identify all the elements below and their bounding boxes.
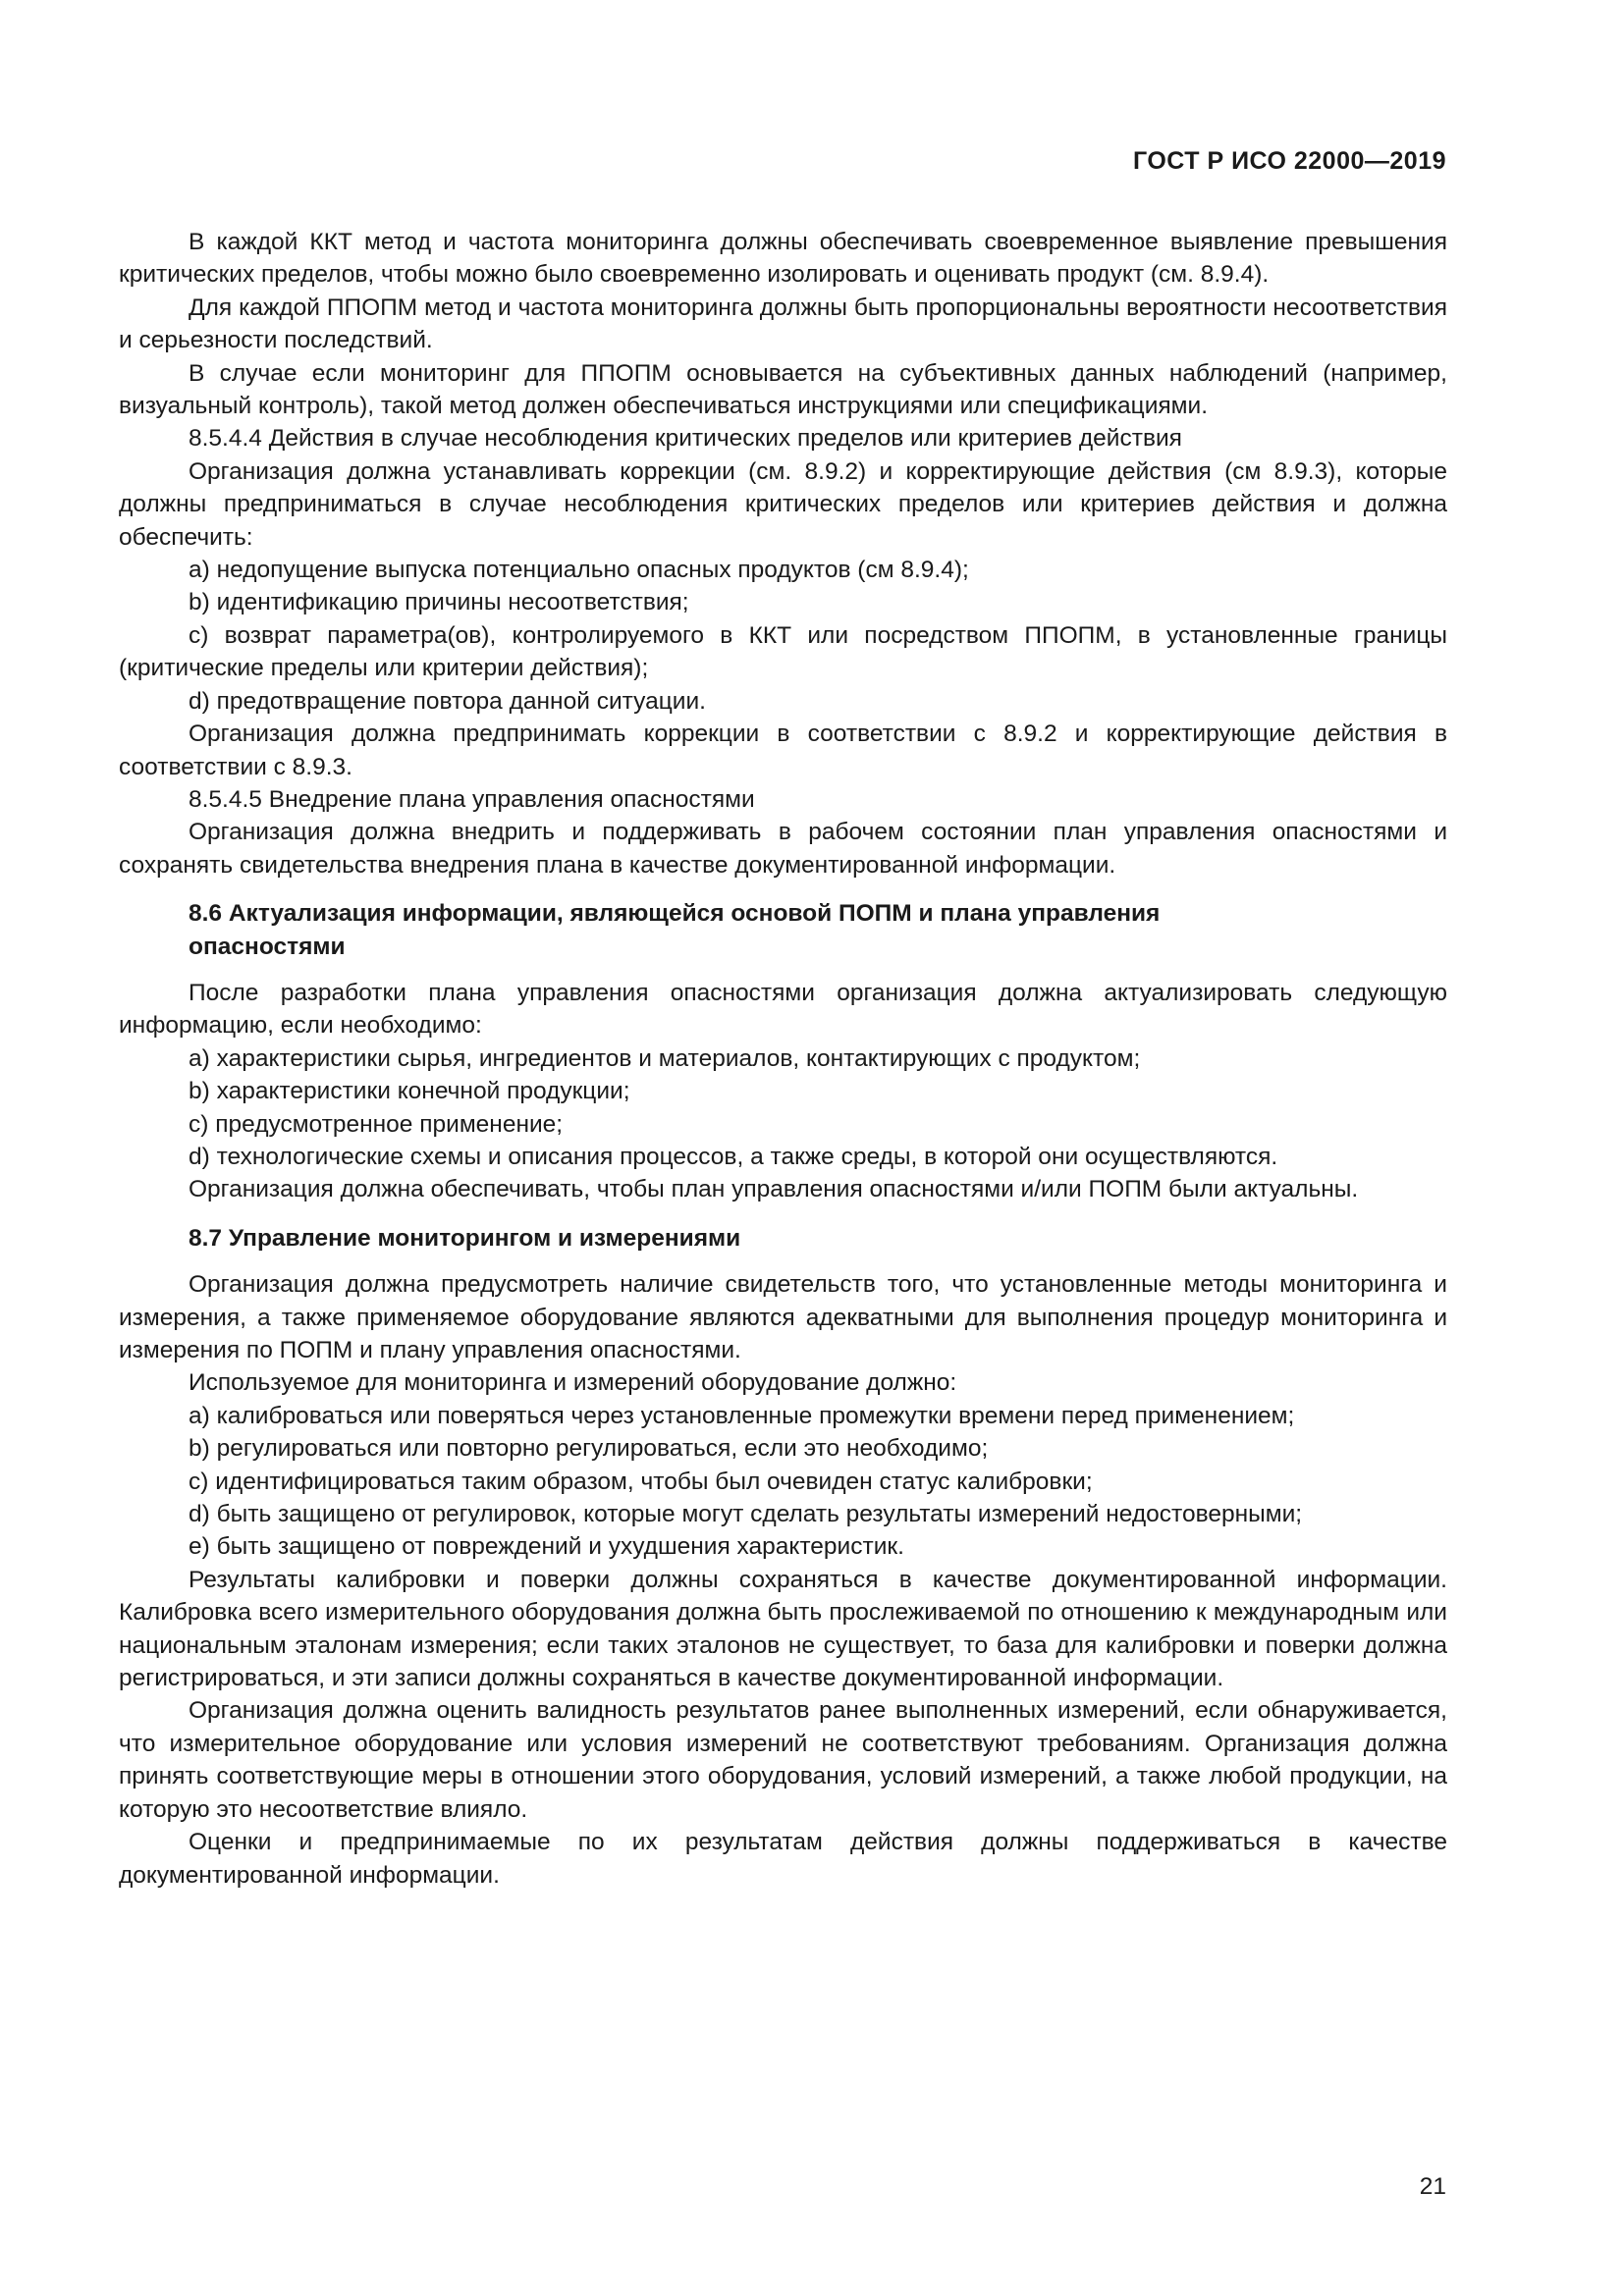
list-item: a) недопущение выпуска потенциально опасных продуктов (см 8.9.4); [189, 557, 969, 584]
list-item: a) характеристики сырья, ингредиентов и материалов, контактирующих с продуктом; [189, 1044, 1141, 1072]
list-item: a) калиброваться или поверяться через установленные промежутки времени перед применением; [189, 1402, 1295, 1429]
list-item: c) возврат параметра(ов), контролируемого в ККТ или посредством ППОПМ, в установленные границы (критические пределы или критерии действия); [119, 621, 1447, 682]
list-item: e) быть защищено от повреждений и ухудшения характеристик. [189, 1533, 904, 1561]
paragraph: После разработки плана управления опасностями организация должна актуализировать следующую информацию, если необходимо: [119, 979, 1447, 1040]
paragraph: Используемое для мониторинга и измерений оборудование должно: [189, 1369, 957, 1397]
paragraph: Оценки и предпринимаемые по их результатам действия должны поддерживаться в качестве документированной информации. [119, 1829, 1447, 1889]
section-heading-8-7: 8.7 Управление мониторингом и измерениями [189, 1224, 741, 1252]
section-heading-line: 8.6 Актуализация информации, являющейся основой ПОПМ и плана управления [189, 900, 1161, 928]
paragraph: Организация должна оценить валидность результатов ранее выполненных измерений, если обнаруживается, что измерительное оборудование или условия измерений не соответствуют требованиям. Организация должна принять соответствующие меры в отношении этого оборудования, условий измерений, а также любой продукции, на которую это несоответствие влияло. [119, 1697, 1447, 1823]
list-item: d) предотвращение повтора данной ситуации. [189, 687, 706, 715]
paragraph: Организация должна обеспечивать, чтобы план управления опасностями и/или ПОПМ были актуальны. [189, 1176, 1359, 1203]
list-item: d) технологические схемы и описания процессов, а также среды, в которой они осуществляются. [189, 1143, 1278, 1170]
list-item: b) характеристики конечной продукции; [189, 1078, 630, 1105]
paragraph: В случае если мониторинг для ППОПМ основывается на субъективных данных наблюдений (например, визуальный контроль), такой метод должен обеспечиваться инструкциями или спецификациями. [119, 359, 1447, 420]
document-body [119, 226, 1447, 1892]
document-header: ГОСТ Р ИСО 22000—2019 [1133, 147, 1446, 175]
paragraph: Организация должна предпринимать коррекции в соответствии с 8.9.2 и корректирующие действия в соответствии с 8.9.3. [119, 721, 1447, 780]
paragraph: Для каждой ППОПМ метод и частота мониторинга должны быть пропорциональны вероятности несоответствия и серьезности последствий. [119, 294, 1447, 354]
list-item: b) идентификацию причины несоответствия; [189, 589, 689, 616]
list-item: d) быть защищено от регулировок, которые могут сделать результаты измерений недостоверными; [189, 1501, 1303, 1528]
section-heading-8-6 [119, 897, 1447, 963]
subsection-title: 8.5.4.4 Действия в случае несоблюдения критических пределов или критериев действия [189, 425, 1182, 453]
paragraph: В каждой ККТ метод и частота мониторинга должны обеспечивать своевременное выявление превышения критических пределов, чтобы можно было своевременно изолировать и оценивать продукт (см. 8.9.4). [119, 229, 1447, 289]
paragraph: Организация должна устанавливать коррекции (см. 8.9.2) и корректирующие действия (см 8.9.3), которые должны предприниматься в случае несоблюдения критических пределов или критериев действия и должна обеспечить: [119, 457, 1447, 551]
subsection-title: 8.5.4.5 Внедрение плана управления опасностями [189, 785, 755, 813]
list-item: c) идентифицироваться таким образом, чтобы был очевиден статус калибровки; [189, 1468, 1093, 1495]
page-number: 21 [1419, 2173, 1446, 2200]
paragraph: Организация должна внедрить и поддерживать в рабочем состоянии план управления опасностями и сохранять свидетельства внедрения плана в качестве документированной информации. [119, 819, 1447, 879]
paragraph: Результаты калибровки и поверки должны сохраняться в качестве документированной информации. Калибровка всего измерительного оборудования должна быть прослеживаемой по отношению к международным или национальным эталонам измерения; если таких эталонов не существует, то база для калибровки и поверки должна регистрироваться, и эти записи должны сохраняться в качестве документированной информации. [119, 1566, 1447, 1692]
list-item: c) предусмотренное применение; [189, 1110, 564, 1138]
paragraph: Организация должна предусмотреть наличие свидетельств того, что установленные методы мониторинга и измерения, а также применяемое оборудование являются адекватными для выполнения процедур мониторинга и измерения по ПОПМ и плану управления опасностями. [119, 1271, 1447, 1363]
section-heading-line: опасностями [189, 933, 346, 960]
list-item: b) регулироваться или повторно регулироваться, если это необходимо; [189, 1435, 989, 1463]
